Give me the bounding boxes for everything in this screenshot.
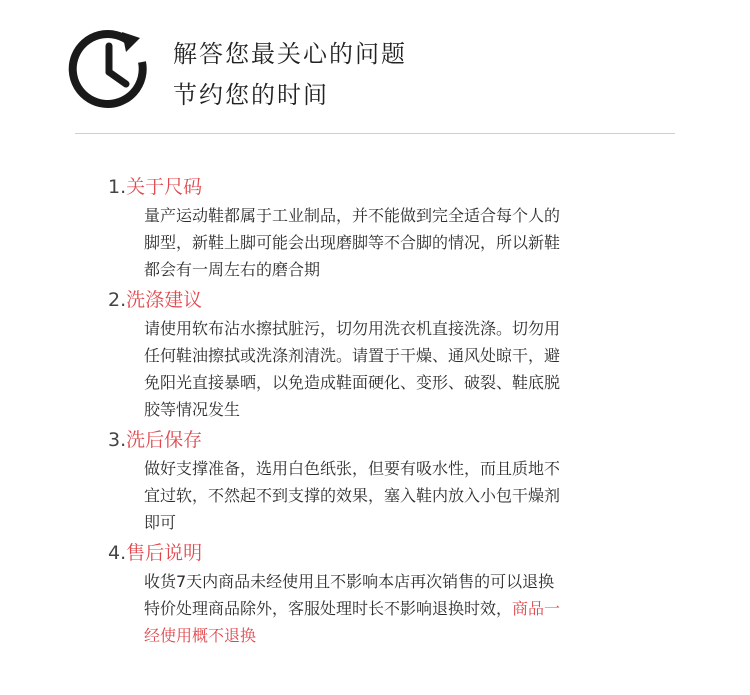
section-name: 售后说明	[126, 542, 203, 564]
section-number: 3.	[108, 429, 127, 451]
faq-sections	[108, 172, 668, 651]
section-title	[108, 538, 668, 568]
section-line: 宜过软，不然起不到支撑的效果，塞入鞋内放入小包干燥剂	[144, 486, 561, 505]
section-number: 2.	[108, 289, 127, 311]
section-body	[108, 315, 668, 423]
section-washing	[108, 285, 668, 423]
section-number: 4.	[108, 542, 127, 564]
section-name: 洗涤建议	[126, 289, 203, 311]
section-line: 即可	[144, 513, 177, 532]
section-body	[108, 455, 668, 536]
section-line: 任何鞋油擦拭或洗涤剂清洗。请置于干燥、通风处晾干，避	[144, 346, 561, 365]
section-line: 胶等情况发生	[144, 400, 241, 419]
header-divider	[75, 133, 675, 134]
section-title	[108, 172, 668, 202]
section-line	[144, 595, 668, 622]
header-title-line2: 节约您的时间	[173, 81, 329, 109]
section-line: 都会有一周左右的磨合期	[144, 260, 321, 279]
section-line-highlight: 经使用概不退换	[144, 626, 257, 645]
header	[0, 0, 750, 135]
section-line: 免阳光直接暴晒，以免造成鞋面硬化、变形、破裂、鞋底脱	[144, 373, 561, 392]
section-line: 脚型，新鞋上脚可能会出现磨脚等不合脚的情况，所以新鞋	[144, 233, 561, 252]
section-line: 做好支撑准备，选用白色纸张，但要有吸水性，而且质地不	[144, 459, 561, 478]
section-body	[108, 568, 668, 649]
section-line: 收货7天内商品未经使用且不影响本店再次销售的可以退换	[144, 572, 555, 591]
section-line-plain: 特价处理商品除外，客服处理时长不影响退换时效，	[144, 599, 513, 618]
section-line: 量产运动鞋都属于工业制品，并不能做到完全适合每个人的	[144, 206, 561, 225]
section-line: 请使用软布沾水擦拭脏污，切勿用洗衣机直接洗涤。切勿用	[144, 319, 561, 338]
section-title	[108, 285, 668, 315]
section-name: 关于尺码	[126, 176, 203, 198]
section-title	[108, 425, 668, 455]
section-number: 1.	[108, 176, 127, 198]
clock-icon	[68, 28, 150, 110]
section-size	[108, 172, 668, 283]
section-line-highlight: 商品一	[512, 599, 561, 618]
section-storage	[108, 425, 668, 536]
section-body	[108, 202, 668, 283]
header-title-line1: 解答您最关心的问题	[173, 40, 407, 68]
section-name: 洗后保存	[126, 429, 203, 451]
section-after-sales	[108, 538, 668, 649]
